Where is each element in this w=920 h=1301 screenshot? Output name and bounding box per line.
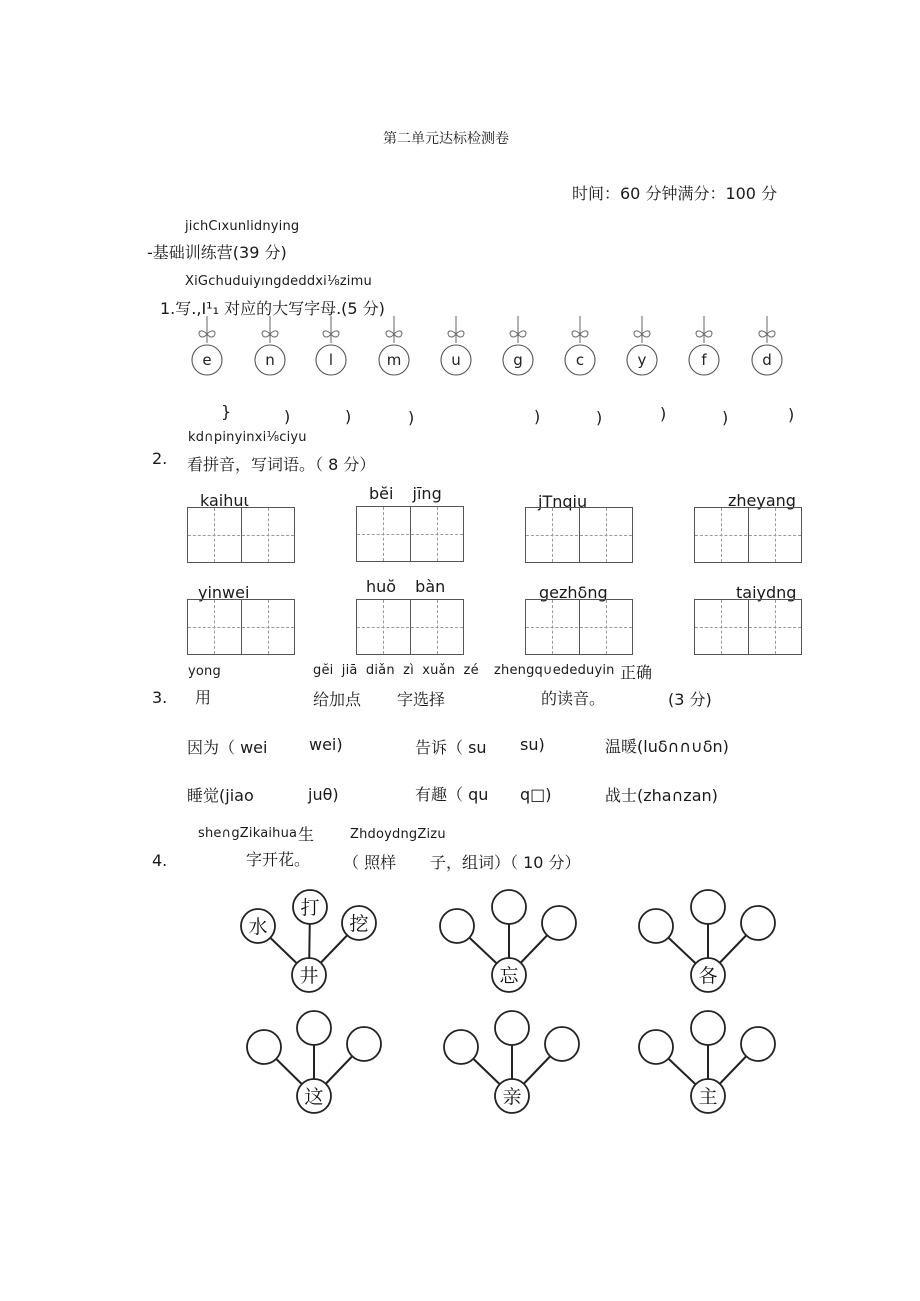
q3-r1-c: 温暖(luδ∩∩∪δn) bbox=[605, 737, 729, 756]
q3-r1-a-alt: wei) bbox=[309, 735, 343, 754]
ornament-letter: c bbox=[575, 351, 585, 369]
flower-stem bbox=[309, 924, 310, 958]
q3-char-select: 字选择 bbox=[397, 690, 446, 709]
flower-petal-char: 挖 bbox=[349, 913, 369, 935]
q3-r2-b: 有趣（ qu bbox=[415, 785, 489, 804]
pinyin-word: jTnqiu bbox=[538, 492, 588, 511]
flower-petal[interactable] bbox=[247, 1030, 281, 1064]
page-title: 第二单元达标检测卷 bbox=[383, 131, 509, 147]
q3-char-dots: 给加点 bbox=[313, 690, 362, 709]
flower-petal[interactable] bbox=[691, 890, 725, 924]
ornament-letter: d bbox=[762, 351, 772, 369]
flower-petal-char: 水 bbox=[248, 916, 268, 938]
q3-pinyin-right: zhengq∪ededuyin bbox=[494, 663, 615, 678]
q3-char-correct: 正确 bbox=[620, 663, 653, 682]
flower-stem bbox=[521, 935, 547, 962]
q3-r2-a-alt: juθ) bbox=[308, 785, 339, 804]
ornament-letter: y bbox=[637, 351, 647, 369]
q4-label-instruction: 子，组词）（ 10 分） bbox=[430, 853, 581, 872]
flower-petal[interactable] bbox=[440, 909, 474, 943]
flower-1 bbox=[241, 890, 376, 992]
pinyin-word: huŏ bàn bbox=[366, 577, 446, 596]
section-pinyin: jichCıxunlidnying bbox=[185, 219, 300, 234]
section-heading: -基础训练营(39 分) bbox=[147, 243, 287, 262]
q3-pinyin-main: gĕi jiā diǎn zì xuǎn zé bbox=[313, 663, 479, 678]
q3-r2-b-alt: q□) bbox=[520, 785, 552, 804]
q3-char-reading: 的读音。 bbox=[541, 689, 606, 708]
q1-label: 1.写.,I¹₁ 对应的大写字母.(5 分) bbox=[160, 299, 385, 318]
q4-pinyin-left: she∩gZikaihua bbox=[198, 826, 298, 841]
flower-4 bbox=[247, 1011, 381, 1113]
ornament-letter: m bbox=[386, 351, 402, 369]
q3-pinyin-yong: yong bbox=[188, 664, 221, 679]
q3-r1-b: 告诉（ su bbox=[415, 738, 487, 757]
flower-petal[interactable] bbox=[495, 1011, 529, 1045]
flower-center-char: 这 bbox=[304, 1086, 324, 1108]
q4-char-sheng: 生 bbox=[298, 825, 315, 844]
flower-6 bbox=[639, 1011, 775, 1113]
flower-center-char: 主 bbox=[698, 1086, 718, 1108]
answer-bracket: ) bbox=[408, 408, 415, 427]
answer-bracket: ) bbox=[284, 407, 291, 426]
answer-bracket: ) bbox=[722, 408, 729, 427]
flower-center-char: 各 bbox=[698, 965, 718, 987]
flower-stem bbox=[524, 1056, 550, 1083]
pinyin-word: bĕi jīng bbox=[369, 484, 442, 503]
flower-stem bbox=[720, 1056, 746, 1083]
flower-stem bbox=[668, 1059, 695, 1085]
q4-number: 4. bbox=[152, 851, 168, 870]
pinyin-word: taiydng bbox=[736, 583, 797, 602]
q4-label-flower: 字开花。 bbox=[246, 850, 311, 869]
flower-2 bbox=[440, 890, 576, 992]
ornament-letter: f bbox=[701, 351, 707, 369]
ornament-letter: e bbox=[202, 351, 212, 369]
flower-petal[interactable] bbox=[741, 1027, 775, 1061]
q3-number: 3. bbox=[152, 688, 168, 707]
q4-label-example: （ 照样 bbox=[343, 853, 397, 872]
flower-petal[interactable] bbox=[297, 1011, 331, 1045]
answer-bracket: ) bbox=[788, 405, 795, 424]
flower-stem bbox=[321, 935, 347, 962]
ornament-letter: g bbox=[513, 351, 523, 369]
q3-r2-c: 战士(zha∩zan) bbox=[605, 786, 718, 805]
flower-petal[interactable] bbox=[741, 906, 775, 940]
flower-stem bbox=[276, 1059, 302, 1084]
flower-petal[interactable] bbox=[347, 1027, 381, 1061]
flower-stem bbox=[469, 938, 496, 964]
flower-stem bbox=[270, 938, 296, 963]
q1-pinyin: XiGchuduiyıngdeddxi⅛zimu bbox=[185, 274, 372, 289]
flower-petal[interactable] bbox=[444, 1030, 478, 1064]
flower-center-char: 忘 bbox=[499, 965, 519, 987]
flower-petal[interactable] bbox=[542, 906, 576, 940]
q4-pinyin-right: ZhdoydngZizu bbox=[350, 827, 446, 842]
answer-bracket: ) bbox=[660, 404, 667, 423]
flower-stem bbox=[473, 1059, 499, 1084]
pinyin-word: zheyang bbox=[728, 491, 796, 510]
answer-bracket: ) bbox=[596, 408, 603, 427]
flower-stem bbox=[668, 938, 695, 964]
flower-petal[interactable] bbox=[545, 1027, 579, 1061]
answer-bracket: ) bbox=[345, 407, 352, 426]
ornament-letter: u bbox=[451, 351, 461, 369]
q3-r1-b-alt: su) bbox=[520, 735, 545, 754]
flower-petal[interactable] bbox=[639, 909, 673, 943]
flower-3 bbox=[639, 890, 775, 992]
q3-r2-a: 睡觉(jiao bbox=[187, 786, 254, 805]
flower-center-char: 亲 bbox=[502, 1086, 522, 1108]
time-info: 时间：60 分钟满分：100 分 bbox=[572, 184, 778, 203]
ornament-letter: n bbox=[265, 351, 275, 369]
flower-center-char: 井 bbox=[299, 965, 319, 987]
pinyin-word: kaihuι bbox=[200, 491, 249, 510]
pinyin-word: gezhδng bbox=[539, 583, 608, 602]
q3-score: (3 分) bbox=[668, 690, 712, 709]
answer-bracket: ) bbox=[534, 407, 541, 426]
answer-bracket: } bbox=[221, 402, 232, 421]
flower-5 bbox=[444, 1011, 579, 1113]
flower-stem bbox=[326, 1056, 352, 1083]
q2-pinyin: kd∩pinyinxi⅛ciyu bbox=[188, 430, 307, 445]
flower-petal-char: 打 bbox=[300, 897, 320, 919]
flower-petal[interactable] bbox=[492, 890, 526, 924]
q3-char-use: 用 bbox=[195, 688, 212, 707]
flower-petal[interactable] bbox=[639, 1030, 673, 1064]
ornament-letter: l bbox=[328, 351, 334, 369]
flower-stem bbox=[720, 935, 746, 962]
q2-number: 2. bbox=[152, 449, 168, 468]
q2-label: 看拼音，写词语。（ 8 分） bbox=[187, 455, 376, 474]
flower-petal[interactable] bbox=[691, 1011, 725, 1045]
q3-r1-a: 因为（ wei bbox=[187, 738, 268, 757]
pinyin-word: yinwei bbox=[198, 583, 250, 602]
